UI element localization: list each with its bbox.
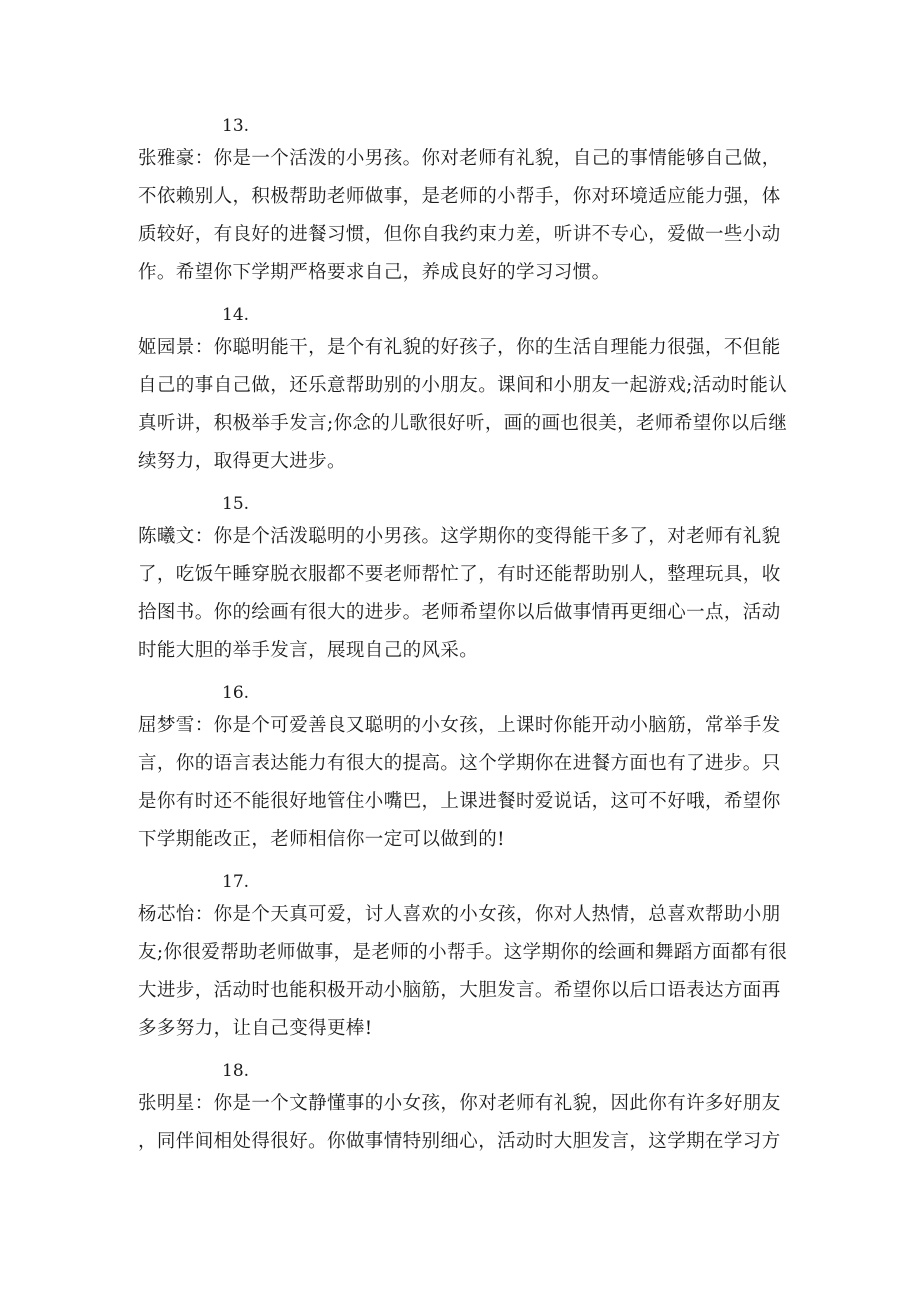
entry-number: 15. bbox=[222, 494, 250, 514]
comment-entry-13 bbox=[138, 116, 788, 292]
entry-text-line: 续努力，取得更大进步。 bbox=[138, 451, 346, 472]
comment-entry-14 bbox=[138, 305, 788, 481]
entry-text-line: 是你有时还不能很好地管住小嘴巴，上课进餐时爱说话，这可不好哦，希望你 bbox=[138, 791, 781, 812]
entry-text-line: 真听讲，积极举手发言;你念的儿歌很好听，画的画也很美，老师希望你以后继 bbox=[138, 413, 788, 434]
entry-text-line: 大进步，活动时也能积极开动小脑筋，大胆发言。希望你以后口语表达方面再 bbox=[138, 980, 781, 1001]
entry-text-line: 屈梦雪：你是个可爱善良又聪明的小女孩，上课时你能开动小脑筋，常举手发 bbox=[138, 715, 781, 736]
entry-text-line: 姬园景：你聪明能干，是个有礼貌的好孩子，你的生活自理能力很强，不但能 bbox=[138, 337, 781, 358]
entry-text-line: ，同伴间相处得很好。你做事情特别细心，活动时大胆发言，这学期在学习方 bbox=[138, 1131, 781, 1152]
entry-text-line: 张明星：你是一个文静懂事的小女孩，你对老师有礼貌，因此你有许多好朋友 bbox=[138, 1093, 781, 1114]
comment-entry-17 bbox=[138, 872, 788, 1048]
entry-text-line: 杨芯怡：你是个天真可爱，讨人喜欢的小女孩，你对人热情，总喜欢帮助小朋 bbox=[138, 904, 781, 925]
entry-text-line: 不依赖别人，积极帮助老师做事，是老师的小帮手，你对环境适应能力强，体 bbox=[138, 186, 781, 207]
entry-number: 13. bbox=[222, 116, 250, 136]
entry-text-line: 作。希望你下学期严格要求自己，养成良好的学习习惯。 bbox=[138, 262, 611, 283]
entry-text-line: 了，吃饭午睡穿脱衣服都不要老师帮忙了，有时还能帮助别人，整理玩具，收 bbox=[138, 564, 781, 585]
entry-text-line: 时能大胆的举手发言，展现自己的风采。 bbox=[138, 640, 479, 661]
comment-entry-15 bbox=[138, 494, 788, 670]
entry-text-line: 言，你的语言表达能力有很大的提高。这个学期你在进餐方面也有了进步。只 bbox=[138, 753, 781, 774]
entry-text-line: 质较好，有良好的进餐习惯，但你自我约束力差，听讲不专心，爱做一些小动 bbox=[138, 224, 781, 245]
entry-text-line: 多多努力，让自己变得更棒! bbox=[138, 1018, 373, 1039]
entry-text-line: 友;你很爱帮助老师做事，是老师的小帮手。这学期你的绘画和舞蹈方面都有很 bbox=[138, 942, 788, 963]
comment-entry-18 bbox=[138, 1061, 788, 1161]
entry-text-line: 拾图书。你的绘画有很大的进步。老师希望你以后做事情再更细心一点，活动 bbox=[138, 602, 781, 623]
entry-text-line: 下学期能改正，老师相信你一定可以做到的! bbox=[138, 829, 505, 850]
entry-number: 17. bbox=[222, 872, 250, 892]
entry-number: 18. bbox=[222, 1061, 250, 1081]
comment-entry-16 bbox=[138, 683, 788, 859]
entry-text-line: 张雅豪：你是一个活泼的小男孩。你对老师有礼貌，自己的事情能够自己做， bbox=[138, 148, 781, 169]
entry-number: 14. bbox=[222, 305, 250, 325]
entry-text-line: 自己的事自己做，还乐意帮助别的小朋友。课间和小朋友一起游戏;活动时能认 bbox=[138, 375, 788, 396]
entry-text-line: 陈曦文：你是个活泼聪明的小男孩。这学期你的变得能干多了，对老师有礼貌 bbox=[138, 526, 781, 547]
entry-number: 16. bbox=[222, 683, 250, 703]
